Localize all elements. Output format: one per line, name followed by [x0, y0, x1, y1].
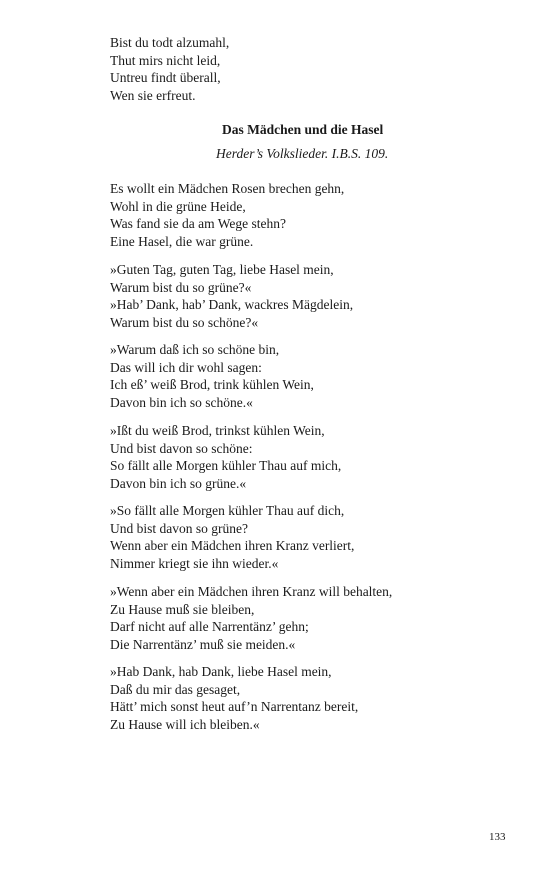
- poem-line: Untreu findt überall,: [110, 70, 221, 85]
- poem-line: Die Narrentänz’ muß sie meiden.«: [110, 636, 296, 652]
- poem-line: So fällt alle Morgen kühler Thau auf mich,: [110, 458, 342, 473]
- poem-line: Zu Hause will ich bleiben.«: [110, 716, 260, 732]
- poem-line: Zu Hause muß sie bleiben,: [110, 601, 255, 617]
- poem-line: »Wenn aber ein Mädchen ihren Kranz will behalten,: [110, 584, 393, 599]
- poem-line: Thut mirs nicht leid,: [110, 52, 221, 68]
- poem-line: »Hab Dank, hab Dank, liebe Hasel mein,: [110, 664, 332, 679]
- poem-line: Darf nicht auf alle Narrentänz’ gehn;: [110, 619, 309, 634]
- poem-line: Warum bist du so schöne?«: [110, 314, 259, 330]
- poem-line: Es wollt ein Mädchen Rosen brechen gehn,: [110, 181, 345, 196]
- stanza-3: [110, 341, 510, 411]
- stanza-1: [110, 180, 510, 250]
- poem-line: Was fand sie da am Wege stehn?: [110, 216, 287, 231]
- poem-line: Eine Hasel, die war grüne.: [110, 233, 254, 249]
- stanza-5: [110, 502, 510, 572]
- poem-line: »So fällt alle Morgen kühler Thau auf dich,: [110, 503, 345, 518]
- poem-line: Das will ich dir wohl sagen:: [110, 359, 262, 375]
- poem-line: Nimmer kriegt sie ihn wieder.«: [110, 555, 279, 571]
- stanza-6: [110, 583, 510, 653]
- poem-line: »Ißt du weiß Brod, trinkst kühlen Wein,: [110, 423, 325, 438]
- previous-poem-ending: [110, 34, 510, 104]
- poem-line: »Warum daß ich so schöne bin,: [110, 342, 280, 357]
- poem-line: »Guten Tag, guten Tag, liebe Hasel mein,: [110, 262, 334, 277]
- poem-source: Herder’s Volkslieder. I.B.S. 109.: [216, 146, 389, 161]
- poem-line: Und bist davon so schöne:: [110, 440, 253, 456]
- poem-line: »Hab’ Dank, hab’ Dank, wackres Mägdelein,: [110, 297, 354, 312]
- poem-line: Wenn aber ein Mädchen ihren Kranz verliert,: [110, 538, 355, 553]
- poem-line: Wen sie erfreut.: [110, 87, 196, 103]
- poem-line: Ich eß’ weiß Brod, trink kühlen Wein,: [110, 377, 314, 392]
- poem-line: Warum bist du so grüne?«: [110, 279, 252, 295]
- poem-line: Wohl in die grüne Heide,: [110, 198, 246, 214]
- stanza-2: [110, 261, 510, 331]
- page-number: 133: [489, 831, 506, 843]
- poem-line: Und bist davon so grüne?: [110, 520, 248, 536]
- poem-line: Davon bin ich so schöne.«: [110, 394, 253, 410]
- poem-line: Daß du mir das gesaget,: [110, 681, 241, 697]
- poem-title: Das Mädchen und die Hasel: [222, 122, 384, 137]
- poem-line: Bist du todt alzumahl,: [110, 35, 230, 50]
- stanza-4: [110, 422, 510, 492]
- stanza-7: [110, 663, 510, 733]
- poem-line: Davon bin ich so grüne.«: [110, 475, 247, 491]
- poem-line: Hätt’ mich sonst heut auf’n Narrentanz bereit,: [110, 699, 359, 714]
